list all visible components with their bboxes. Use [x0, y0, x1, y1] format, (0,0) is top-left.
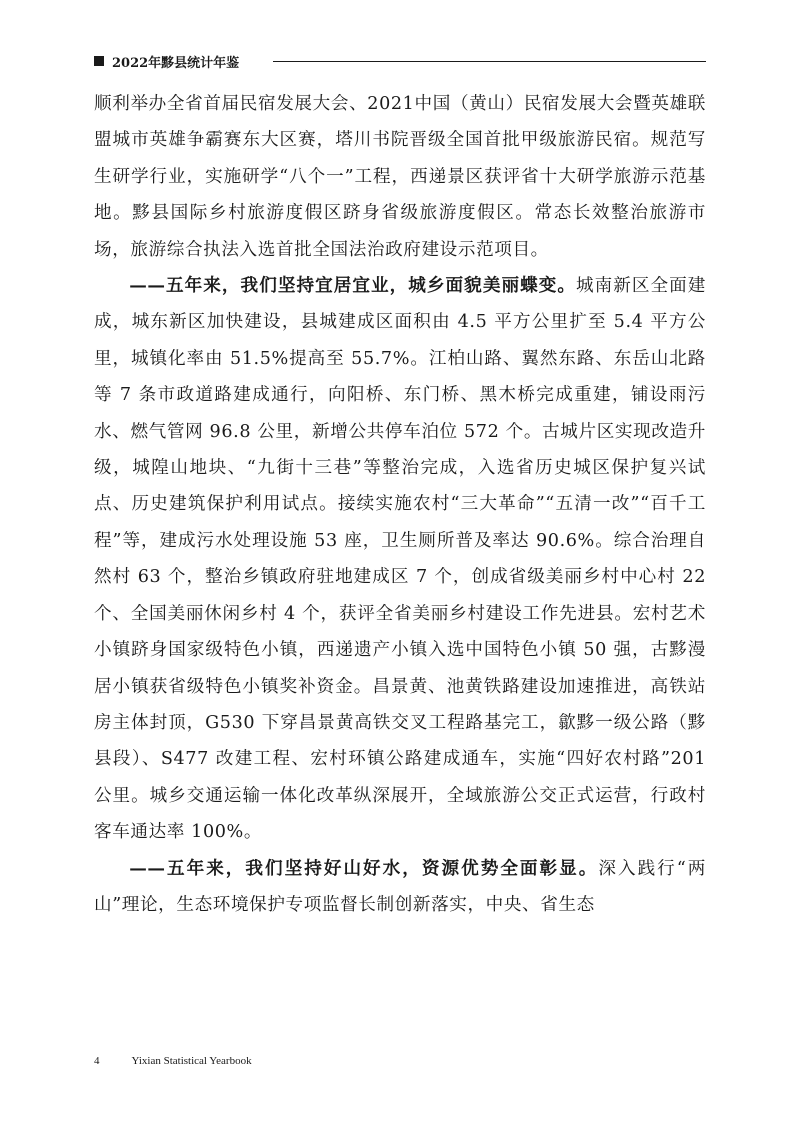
- footer-title: Yixian Statistical Yearbook: [131, 1055, 252, 1067]
- page-number: 4: [94, 1055, 100, 1067]
- header-square-icon: [94, 56, 104, 66]
- page-footer: [94, 1055, 252, 1067]
- body-text: [94, 86, 706, 923]
- paragraph-2-text: 城南新区全面建成，城东新区加快建设，县城建成区面积由 4.5 平方公里扩至 5.4 平方公里，城镇化率由 51.5%提高至 55.7%。江柏山路、翼然东路、东岳山北路等 7 条市政道路建成通行，向阳桥、东门桥、黑木桥完成重建，铺设雨污水、燃气管网 96.8 公里，新增公共停车泊位 572 个。古城片区实现改造升级，城隍山地块、“九街十三巷”等整治完成，入选省历史城区保护复兴试点、历史建筑保护利用试点。接续实施农村“三大革命”“五清一改”“百千工程”等，建成污水处理设施 53 座，卫生厕所普及率达 90.6%。综合治理自然村 63 个，整治乡镇政府驻地建成区 7 个，创成省级美丽乡村中心村 22 个、全国美丽休闲乡村 4 个，获评全省美丽乡村建设工作先进县。宏村艺术小镇跻身国家级特色小镇，西递遗产小镇入选中国特色小镇 50 强，古黟漫居小镇获省级特色小镇奖补资金。昌景黄、池黄铁路建设加速推进，高铁站房主体封顶，G530 下穿昌景黄高铁交叉工程路基完工，歙黟一级公路（黟县段）、S477 改建工程、宏村环镇公路建成通车，实施“四好农村路”201 公里。城乡交通运输一体化改革纵深展开，全域旅游公交正式运营，行政村客车通达率 100%。: [94, 276, 707, 843]
- paragraph-2-lead: ——五年来，我们坚持宜居宜业，城乡面貌美丽蝶变。: [129, 275, 576, 297]
- header-title: 2022年黟县统计年鉴: [112, 55, 240, 71]
- paragraph-1-text: 顺利举办全省首届民宿发展大会、2021中国（黄山）民宿发展大会暨英雄联盟城市英雄争霸赛东大区赛，塔川书院晋级全国首批甲级旅游民宿。规范写生研学行业，实施研学“八个一”工程，西递景区获评省十大研学旅游示范基地。黟县国际乡村旅游度假区跻身省级旅游度假区。常态长效整治旅游市场，旅游综合执法入选首批全国法治政府建设示范项目。: [94, 94, 706, 260]
- paragraph-1: [94, 86, 706, 268]
- page-header: [94, 50, 706, 72]
- paragraph-3-text: 深入践行“两山”理论，生态环境保护专项监督长制创新落实，中央、省生态: [94, 858, 706, 915]
- paragraph-3: [94, 851, 706, 924]
- paragraph-3-lead: ——五年来，我们坚持好山好水，资源优势全面彰显。: [129, 857, 599, 879]
- paragraph-2: [94, 268, 706, 851]
- header-rule: [273, 61, 706, 62]
